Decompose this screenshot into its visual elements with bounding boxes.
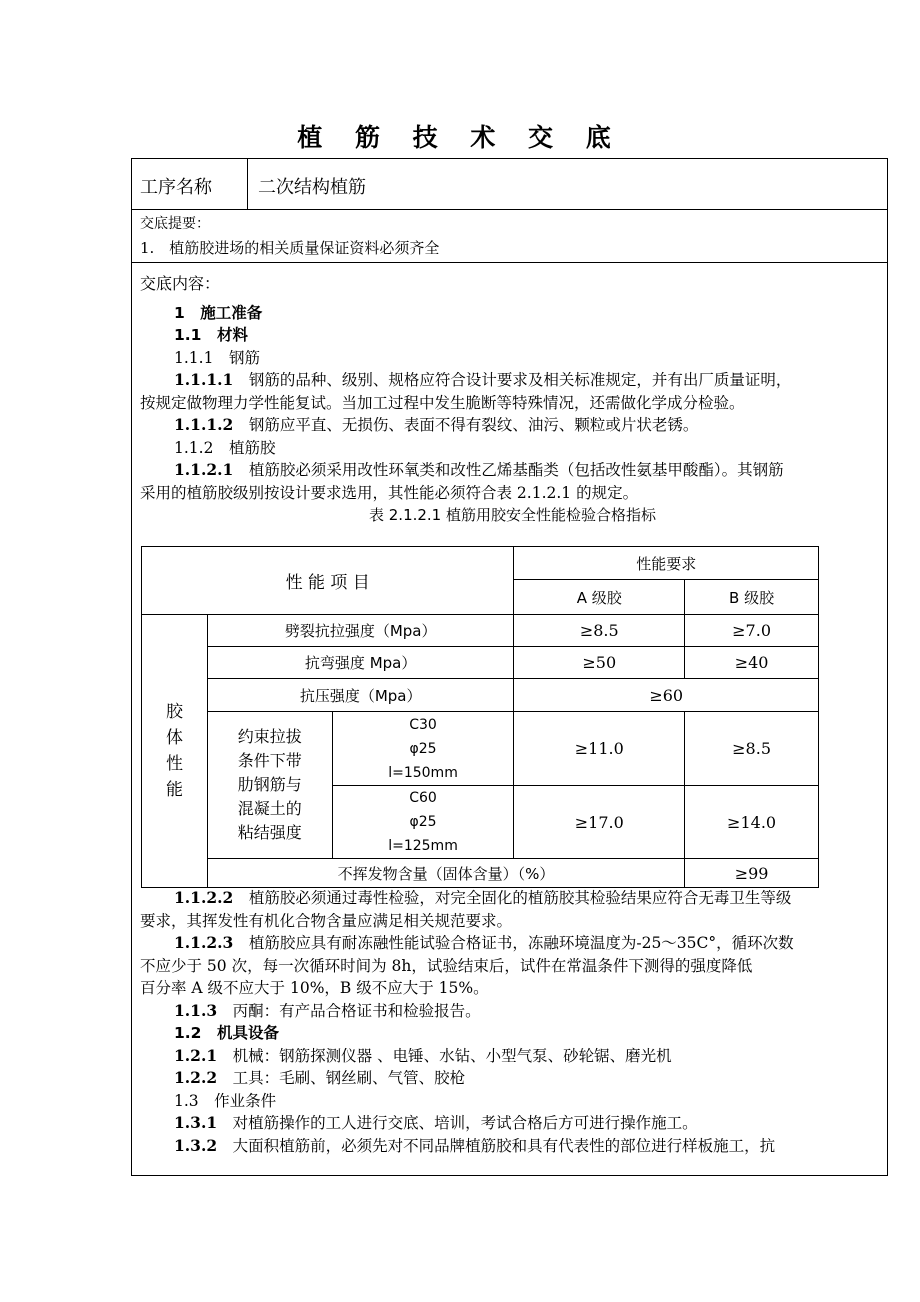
para-text: 工具：毛刷、钢丝刷、气管、胶枪 — [217, 1069, 466, 1087]
para-1-1-2-2 — [140, 887, 885, 910]
embed-length: l=150mm — [388, 764, 458, 781]
perf-item-header: 性 能 项 目 — [142, 547, 514, 615]
header-divider — [247, 159, 248, 209]
para-text: 植筋胶必须通过毒性检验，对完全固化的植筋胶其检验结果应符合无毒卫生等级 — [233, 889, 792, 907]
content-label: 交底内容： — [140, 274, 221, 293]
para-1-1-2-1 — [140, 459, 885, 482]
c60-condition — [332, 786, 514, 859]
section-1: 1 施工准备 — [174, 303, 263, 322]
section-1-1-1 — [140, 347, 885, 370]
para-1-2-2 — [140, 1067, 885, 1090]
para-text: 机械：钢筋探测仪器 、电锤、水钻、小型气泵、砂轮锯、磨光机 — [217, 1046, 672, 1065]
section-1-1-1-label: 1.1.1 钢筋 — [174, 348, 260, 367]
para-text: 丙酮：有产品合格证书和检验报告。 — [217, 1001, 481, 1020]
flexural-a: ≥50 — [514, 647, 685, 679]
bond-strength-label — [207, 712, 332, 859]
section-1-1-2 — [140, 437, 885, 460]
para-1-1-2-3-cont1: 不应少于 50 次，每一次循环时间为 8h，试验结束后，试件在常温条件下测得的强度降低 — [140, 956, 753, 975]
para-1-1-1-2 — [140, 414, 885, 437]
c60-b: ≥14.0 — [685, 786, 819, 859]
para-text: 植筋胶必须采用改性环氧类和改性乙烯基酯类（包括改性氨基甲酸酯）。其钢筋 — [233, 461, 784, 479]
para-text: 钢筋应平直、无损伤、表面不得有裂纹、油污、颗粒或片状老锈。 — [233, 416, 699, 434]
nonvolatile-ab: ≥99 — [685, 859, 819, 888]
para-1-3-2 — [140, 1135, 885, 1158]
bar-diameter: φ25 — [409, 814, 437, 830]
adhesive-spec-table — [141, 546, 819, 888]
para-1-1-3 — [140, 1000, 885, 1023]
para-text: 对植筋操作的工人进行交底、培训，考试合格后方可进行操作施工。 — [217, 1114, 698, 1132]
para-1-1-2-3 — [140, 932, 885, 955]
bond-label-line: 粘结强度 — [237, 823, 302, 842]
process-row — [132, 159, 887, 210]
row-flexural: 抗弯强度 Mpa） — [207, 647, 514, 679]
perf-req-header: 性能要求 — [514, 547, 819, 580]
c60-a: ≥17.0 — [514, 786, 685, 859]
c30-a: ≥11.0 — [514, 712, 685, 786]
document-title: 植 筋 技 术 交 底 — [297, 123, 623, 152]
concrete-grade: C30 — [409, 716, 437, 733]
para-1-1-2-1-cont: 采用的植筋胶级别按设计要求选用，其性能必须符合表 2.1.2.1 的规定。 — [140, 483, 639, 502]
split-tensile-b: ≥7.0 — [685, 615, 819, 647]
bond-label-line: 混凝土的 — [237, 799, 302, 818]
section-1-3 — [140, 1090, 885, 1113]
bond-label-line: 约束拉拔 — [237, 727, 302, 746]
group-label — [142, 615, 208, 888]
para-number: 1.2.2 — [174, 1068, 218, 1087]
para-1-2-1 — [140, 1045, 885, 1068]
para-number: 1.1.1.2 — [174, 415, 234, 434]
group-label-char: 胶 — [165, 702, 183, 722]
section-1-3-label: 1.3 作业条件 — [174, 1091, 277, 1110]
para-text: 钢筋的品种、级别、规格应符合设计要求及相关标准规定，并有出厂质量证明， — [233, 371, 792, 389]
group-label-char: 能 — [165, 780, 183, 800]
summary-item: 1. 植筋胶进场的相关质量保证资料必须齐全 — [140, 239, 440, 257]
para-1-1-2-2-cont: 要求，其挥发性有机化合物含量应满足相关规范要求。 — [140, 911, 513, 930]
flexural-b: ≥40 — [685, 647, 819, 679]
c30-condition — [332, 712, 514, 786]
para-1-1-1-1-cont: 按规定做物理力学性能复试。当加工过程中发生脆断等特殊情况，还需做化学成分检验。 — [140, 393, 745, 412]
para-text: 植筋胶应具有耐冻融性能试验合格证书，冻融环境温度为-25～35C°，循环次数 — [233, 934, 794, 952]
summary-label: 交底提要： — [140, 216, 210, 232]
section-1-1: 1.1 材料 — [174, 326, 248, 344]
para-number: 1.3.2 — [174, 1135, 218, 1155]
group-label-char: 体 — [165, 728, 183, 748]
para-1-1-1-1 — [140, 369, 885, 392]
process-label: 工序名称 — [140, 177, 212, 198]
para-text: 大面积植筋前，必须先对不同品牌植筋胶和具有代表性的部位进行样板施工，抗 — [217, 1136, 776, 1155]
para-number: 1.1.2.2 — [174, 888, 234, 907]
grade-a-header: A 级胶 — [514, 580, 685, 615]
row-split-tensile: 劈裂抗拉强度（Mpa） — [207, 615, 514, 647]
content-body — [140, 273, 885, 527]
split-tensile-a: ≥8.5 — [514, 615, 685, 647]
concrete-grade: C60 — [409, 790, 437, 806]
bond-label-line: 条件下带 — [237, 751, 302, 770]
embed-length: l=125mm — [388, 838, 458, 854]
bar-diameter: φ25 — [409, 740, 437, 757]
section-1-1-2-label: 1.1.2 植筋胶 — [174, 438, 276, 457]
section-1-2: 1.2 机具设备 — [174, 1024, 279, 1042]
para-number: 1.1.1.1 — [174, 370, 234, 389]
grade-b-header: B 级胶 — [685, 580, 819, 615]
disclosure-form — [131, 158, 888, 1176]
para-1-1-2-3-cont2: 百分率 A 级不应大于 10%，B 级不应大于 15%。 — [140, 979, 489, 997]
process-value: 二次结构植筋 — [258, 177, 366, 198]
compressive-ab: ≥60 — [514, 679, 819, 712]
content-body-continued — [140, 887, 885, 1157]
para-1-3-1 — [140, 1112, 885, 1135]
para-number: 1.3.1 — [174, 1113, 218, 1132]
para-number: 1.1.2.1 — [174, 460, 234, 479]
group-label-char: 性 — [165, 754, 183, 774]
row-nonvolatile: 不挥发物含量（固体含量）（%） — [207, 859, 684, 888]
bond-label-line: 肋钢筋与 — [237, 775, 302, 794]
para-number: 1.1.2.3 — [174, 933, 234, 952]
row-compressive: 抗压强度（Mpa） — [207, 679, 514, 712]
c30-b: ≥8.5 — [685, 712, 819, 786]
para-number: 1.2.1 — [174, 1045, 218, 1065]
para-number: 1.1.3 — [174, 1000, 218, 1020]
table-caption: 表 2.1.2.1 植筋用胶安全性能检验合格指标 — [368, 506, 657, 524]
